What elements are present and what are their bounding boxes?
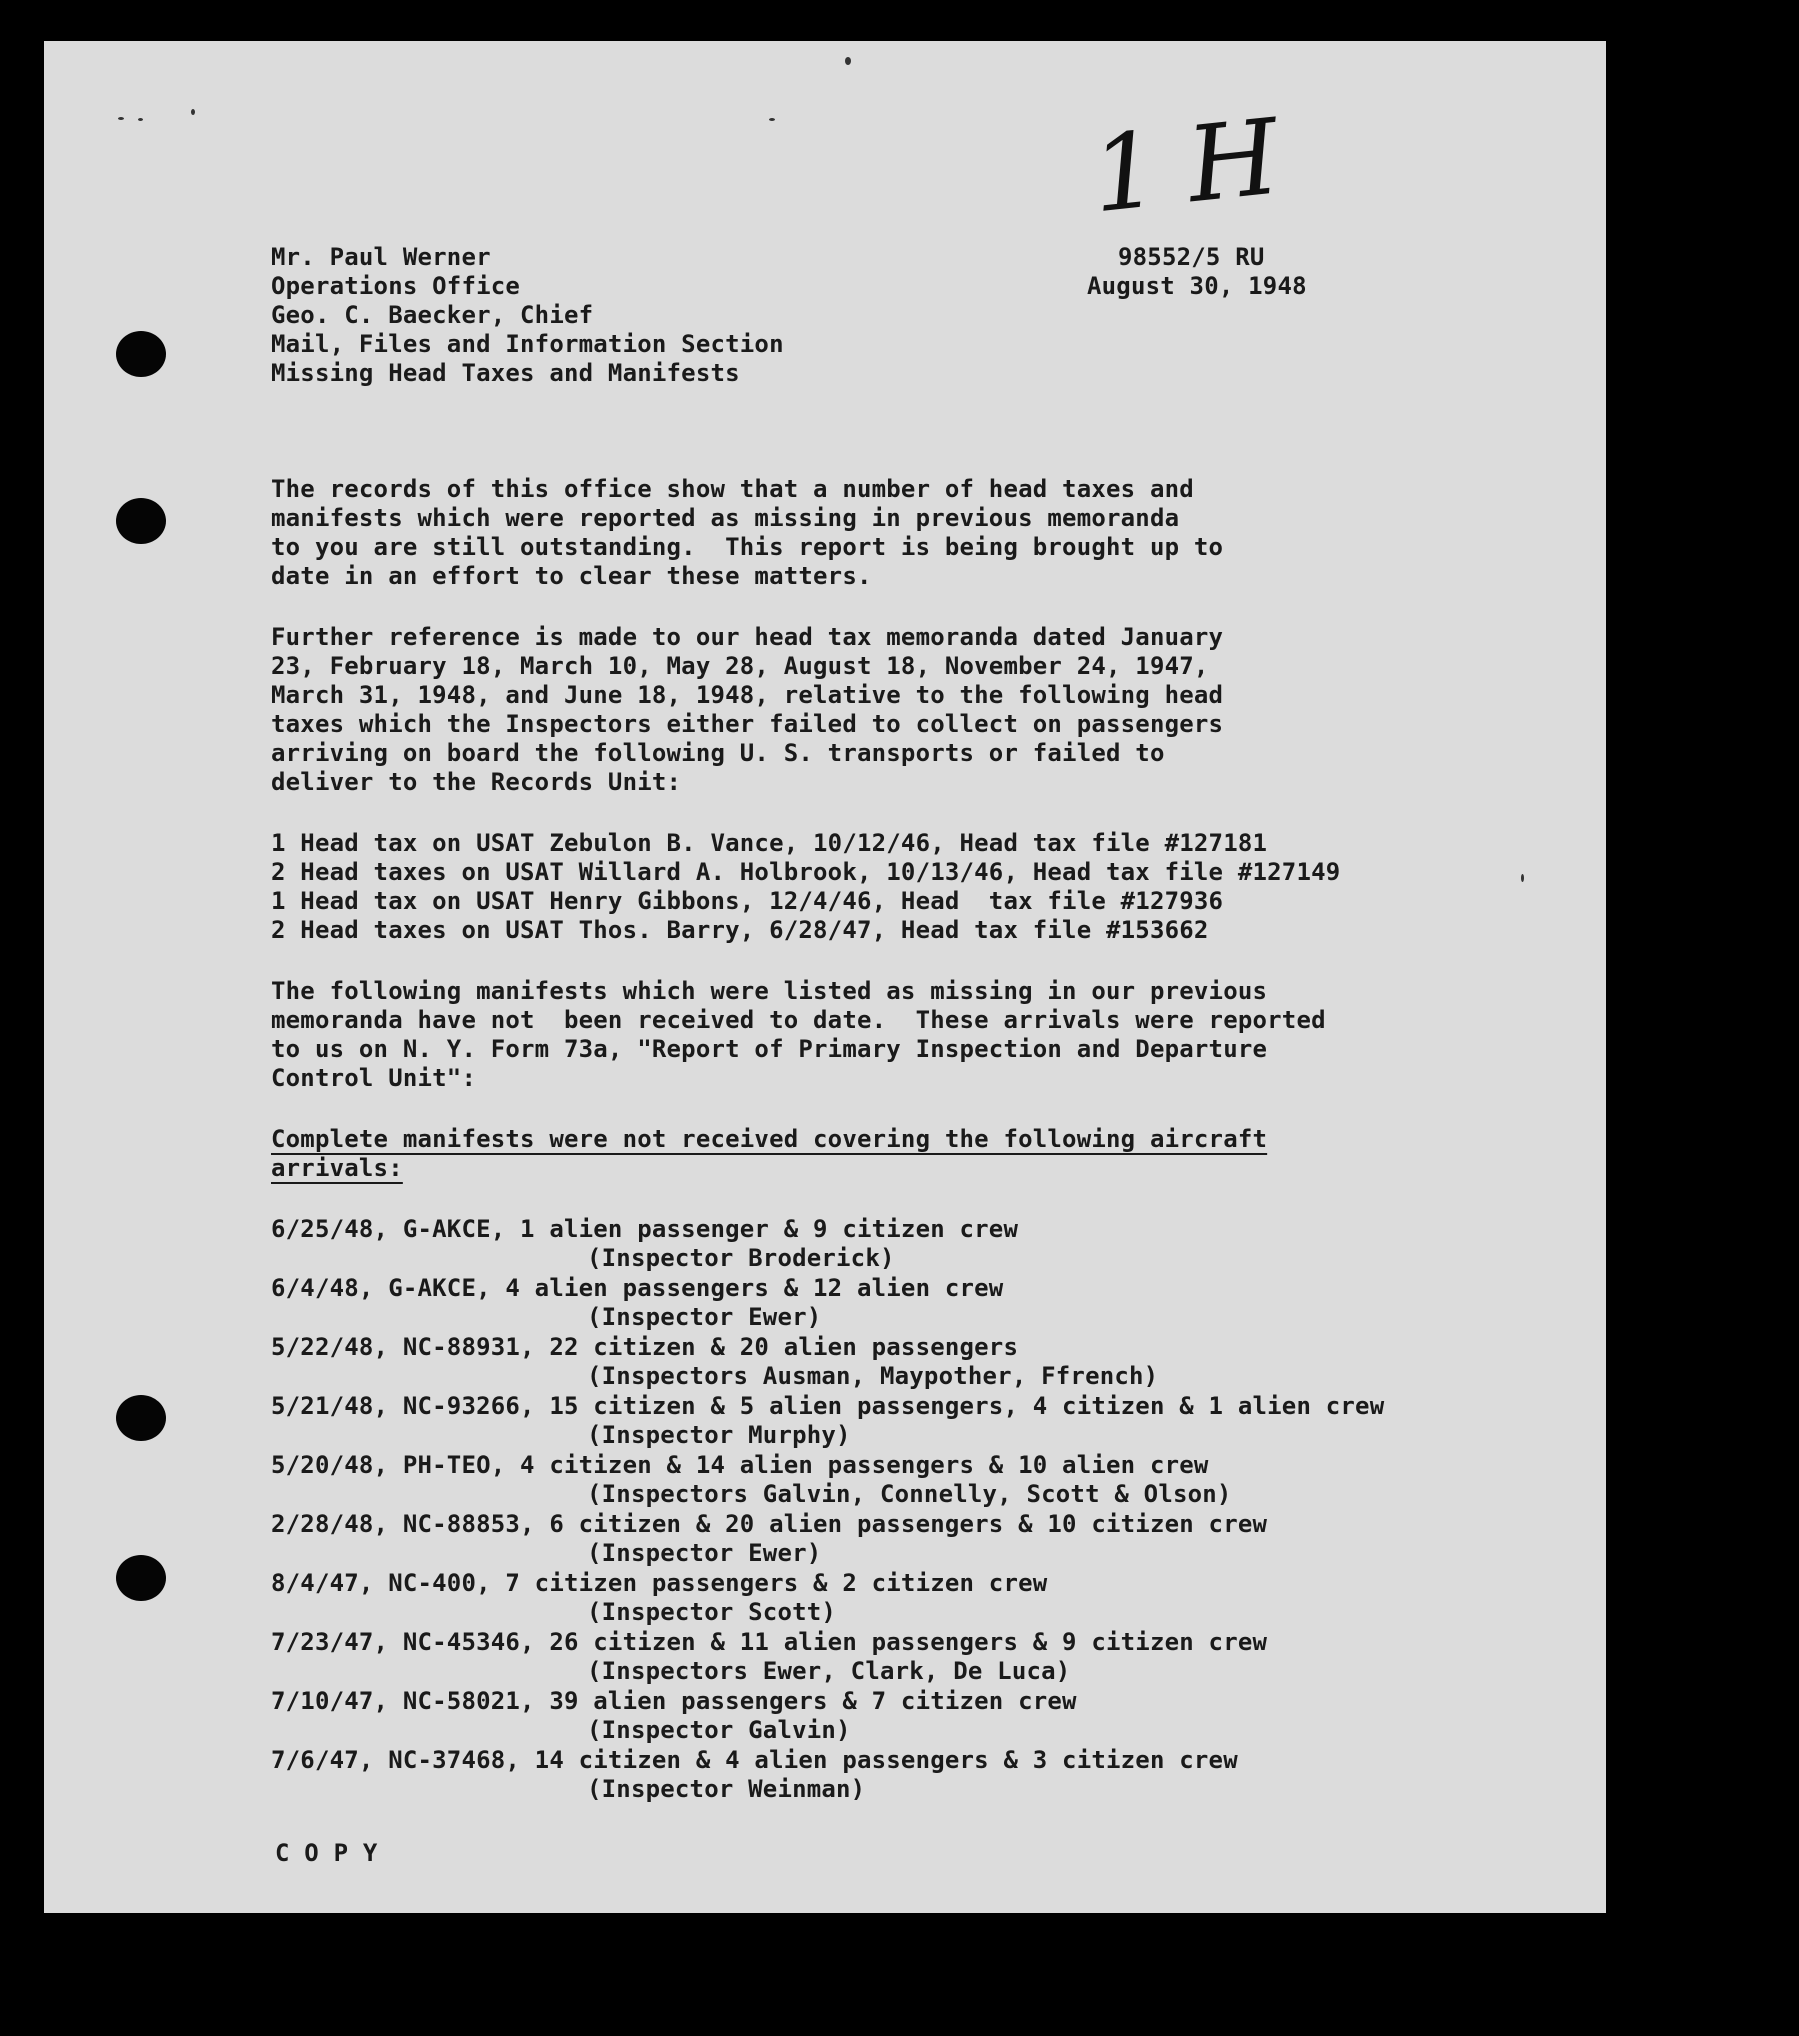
paragraph-line: taxes which the Inspectors either failed to collect on passengers — [271, 710, 1224, 738]
arrival-line: 5/20/48, PH-TEO, 4 citizen & 14 alien passengers & 10 alien crew — [271, 1451, 1209, 1479]
arrival-inspector: (Inspector Galvin) — [587, 1716, 851, 1744]
paragraph-line: March 31, 1948, and June 18, 1948, relative to the following head — [271, 681, 1224, 709]
punch-hole-2 — [116, 498, 166, 544]
arrival-inspector: (Inspectors Galvin, Connelly, Scott & Olson) — [587, 1480, 1232, 1508]
arrival-line: 8/4/47, NC-400, 7 citizen passengers & 2 citizen crew — [271, 1569, 1048, 1597]
head-tax-item: 1 Head tax on USAT Zebulon B. Vance, 10/12/46, Head tax file #127181 — [271, 829, 1268, 857]
arrival-inspector: (Inspectors Ausman, Maypother, Ffrench) — [587, 1362, 1159, 1390]
arrival-line: 6/4/48, G-AKCE, 4 alien passengers & 12 alien crew — [271, 1274, 1004, 1302]
paragraph-line: to us on N. Y. Form 73a, "Report of Primary Inspection and Departure — [271, 1035, 1268, 1063]
arrival-inspector: (Inspector Ewer) — [587, 1539, 822, 1567]
heading-line: Complete manifests were not received covering the following aircraft — [271, 1125, 1268, 1153]
punch-hole-4 — [116, 1555, 166, 1601]
arrival-line: 6/25/48, G-AKCE, 1 alien passenger & 9 citizen crew — [271, 1215, 1019, 1243]
header-subject: Missing Head Taxes and Manifests — [271, 359, 740, 387]
arrival-line: 7/10/47, NC-58021, 39 alien passengers & 7 citizen crew — [271, 1687, 1077, 1715]
paragraph-line: to you are still outstanding. This report is being brought up to — [271, 533, 1224, 561]
memo-date: August 30, 1948 — [1087, 272, 1307, 300]
paragraph-line: deliver to the Records Unit: — [271, 768, 682, 796]
header-from-section: Mail, Files and Information Section — [271, 330, 784, 358]
paragraph-line: date in an effort to clear these matters. — [271, 562, 872, 590]
arrival-inspector: (Inspector Broderick) — [587, 1244, 895, 1272]
punch-hole-1 — [116, 331, 166, 377]
arrival-inspector: (Inspector Murphy) — [587, 1421, 851, 1449]
paragraph-line: Control Unit": — [271, 1064, 477, 1092]
copy-stamp: C O P Y — [275, 1839, 378, 1867]
arrival-line: 5/22/48, NC-88931, 22 citizen & 20 alien passengers — [271, 1333, 1019, 1361]
head-tax-item: 1 Head tax on USAT Henry Gibbons, 12/4/46, Head tax file #127936 — [271, 887, 1224, 915]
head-tax-item: 2 Head taxes on USAT Willard A. Holbrook, 10/13/46, Head tax file #127149 — [271, 858, 1341, 886]
arrival-inspector: (Inspector Ewer) — [587, 1303, 822, 1331]
arrival-line: 7/6/47, NC-37468, 14 citizen & 4 alien passengers & 3 citizen crew — [271, 1746, 1238, 1774]
file-reference: 98552/5 RU — [1118, 243, 1265, 271]
paragraph-line: 23, February 18, March 10, May 28, August 18, November 24, 1947, — [271, 652, 1209, 680]
arrival-inspector: (Inspector Scott) — [587, 1598, 837, 1626]
handwritten-mark: 1H — [1086, 92, 1315, 237]
header-from: Geo. C. Baecker, Chief — [271, 301, 594, 329]
arrival-line: 2/28/48, NC-88853, 6 citizen & 20 alien passengers & 10 citizen crew — [271, 1510, 1268, 1538]
arrival-inspector: (Inspector Weinman) — [587, 1775, 866, 1803]
document-page — [44, 41, 1606, 1913]
paragraph-line: Further reference is made to our head tax memoranda dated January — [271, 623, 1224, 651]
header-to-office: Operations Office — [271, 272, 521, 300]
head-tax-item: 2 Head taxes on USAT Thos. Barry, 6/28/47, Head tax file #153662 — [271, 916, 1209, 944]
header-to: Mr. Paul Werner — [271, 243, 491, 271]
heading-line: arrivals: — [271, 1154, 403, 1182]
punch-hole-3 — [116, 1395, 166, 1441]
paragraph-line: memoranda have not been received to date. These arrivals were reported — [271, 1006, 1326, 1034]
paragraph-line: The following manifests which were listed as missing in our previous — [271, 977, 1268, 1005]
arrival-line: 7/23/47, NC-45346, 26 citizen & 11 alien passengers & 9 citizen crew — [271, 1628, 1268, 1656]
paragraph-line: arriving on board the following U. S. transports or failed to — [271, 739, 1165, 767]
arrival-inspector: (Inspectors Ewer, Clark, De Luca) — [587, 1657, 1071, 1685]
paragraph-line: The records of this office show that a number of head taxes and — [271, 475, 1194, 503]
paragraph-line: manifests which were reported as missing in previous memoranda — [271, 504, 1180, 532]
arrival-line: 5/21/48, NC-93266, 15 citizen & 5 alien passengers, 4 citizen & 1 alien crew — [271, 1392, 1385, 1420]
